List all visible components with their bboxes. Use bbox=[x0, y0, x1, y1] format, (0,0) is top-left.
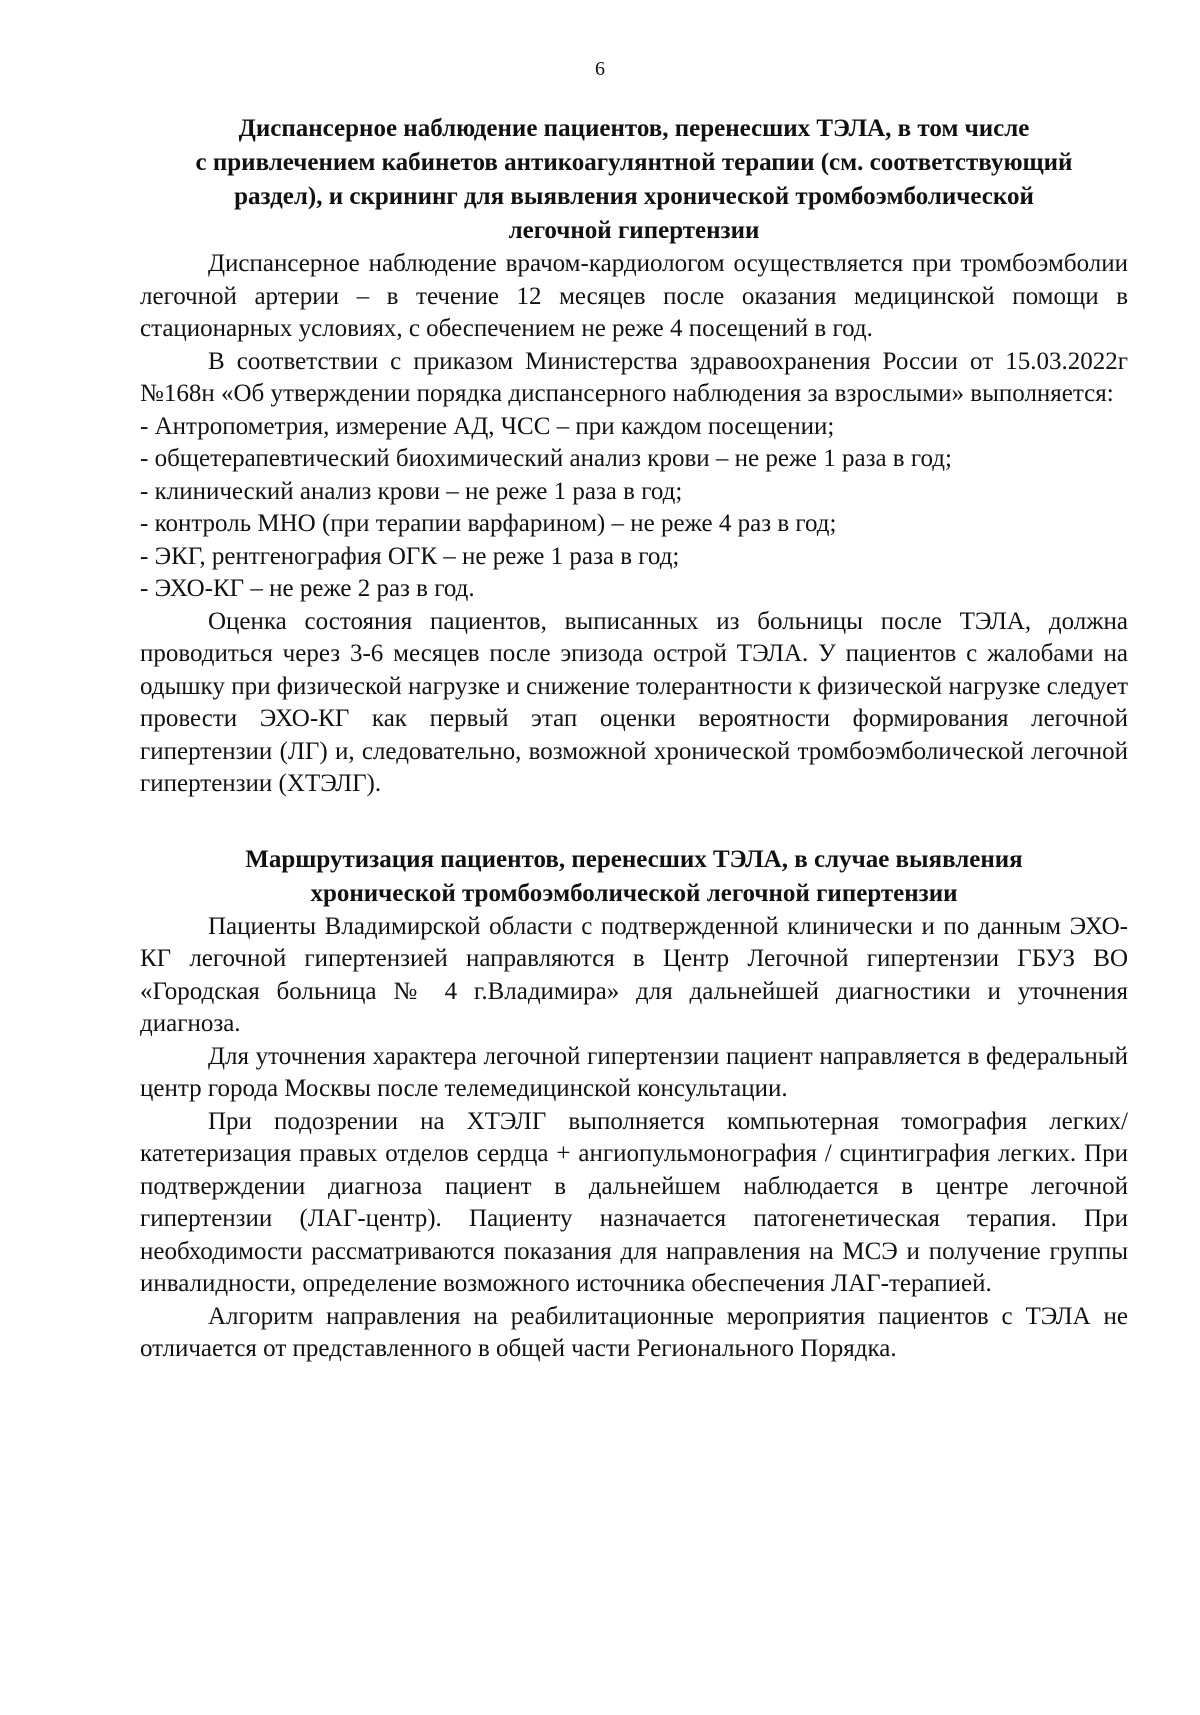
section-divider-space bbox=[140, 801, 1128, 843]
section-2-paragraph-4: Алгоритм направления на реабилитационные мероприятия пациентов с ТЭЛА не отличается от представленного в общей части Регионального Порядка. bbox=[140, 1302, 1128, 1362]
page-number: 6 bbox=[595, 58, 605, 80]
examination-list bbox=[140, 411, 1128, 606]
list-item: - ЭКГ, рентгенография ОГК – не реже 1 раза в год; bbox=[140, 542, 680, 570]
list-item: - контроль МНО (при терапии варфарином) – не реже 4 раз в год; bbox=[140, 510, 837, 537]
section-1-title bbox=[140, 112, 1128, 248]
section-2-title-line: хронической тромбоэмболической легочной гипертензии bbox=[310, 879, 958, 907]
section-2-paragraph-1: Пациенты Владимирской области с подтвержденной клинически и по данным ЭХО-КГ легочной гипертензией направляются в Центр Легочной гипертензии ГБУЗ ВО «Городская больница № 4 г.Владимира» для дальнейшей диагностики и уточнения диагноза. bbox=[140, 912, 1128, 1037]
section-2-paragraph-3: При подозрении на ХТЭЛГ выполняется компьютерная томография легких/катетеризация правых отделов сердца + ангиопульмонография / сцинтиграфия легких. При подтверждении диагноза пациент в дальнейшем наблюдается в центре легочной гипертензии (ЛАГ-центр). Пациенту назначается патогенетическая терапия. При необходимости рассматриваются показания для направления на МСЭ и получение группы инвалидности, определение возможного источника обеспечения ЛАГ-терапией. bbox=[140, 1107, 1128, 1297]
section-1-paragraph-2: В соответствии с приказом Министерства здравоохранения России от 15.03.2022г №168н «Об утверждении порядка диспансерного наблюдения за взрослыми» выполняется: bbox=[140, 347, 1128, 407]
section-1-title-line: легочной гипертензии bbox=[508, 217, 760, 244]
list-item: - общетерапевтический биохимический анализ крови – не реже 1 раза в год; bbox=[140, 445, 952, 472]
list-item: - Антропометрия, измерение АД, ЧСС – при каждом посещении; bbox=[140, 412, 835, 440]
section-2-paragraph-2: Для уточнения характера легочной гипертензии пациент направляется в федеральный центр города Москвы после телемедицинской консультации. bbox=[140, 1042, 1128, 1102]
list-item: - клинический анализ крови – не реже 1 раза в год; bbox=[140, 477, 683, 505]
section-2-title bbox=[140, 843, 1128, 911]
page-content bbox=[140, 112, 1128, 1366]
section-1-title-line: Диспансерное наблюдение пациентов, перенесших ТЭЛА, в том числе bbox=[238, 115, 1030, 142]
section-1-paragraph-1: Диспансерное наблюдение врачом-кардиологом осуществляется при тромбоэмболии легочной артерии – в течение 12 месяцев после оказания медицинской помощи в стационарных условиях, с обеспечением не реже 4 посещений в год. bbox=[140, 250, 1128, 342]
section-1-paragraph-3: Оценка состояния пациентов, выписанных из больницы после ТЭЛА, должна проводиться через 3-6 месяцев после эпизода острой ТЭЛА. У пациентов с жалобами на одышку при физической нагрузке и снижение толерантности к физической нагрузке следует провести ЭХО-КГ как первый этап оценки вероятности формирования легочной гипертензии (ЛГ) и, следовательно, возможной хронической тромбоэмболической легочной гипертензии (ХТЭЛГ). bbox=[140, 607, 1128, 797]
section-1-title-line: с привлечением кабинетов антикоагулянтной терапии (см. соответствующий bbox=[195, 149, 1073, 176]
section-1-title-line: раздел), и скрининг для выявления хронической тромбоэмболической bbox=[234, 183, 1034, 210]
section-2-title-line: Маршрутизация пациентов, перенесших ТЭЛА, в случае выявления bbox=[245, 845, 1023, 873]
list-item: - ЭХО-КГ – не реже 2 раз в год. bbox=[140, 575, 475, 602]
